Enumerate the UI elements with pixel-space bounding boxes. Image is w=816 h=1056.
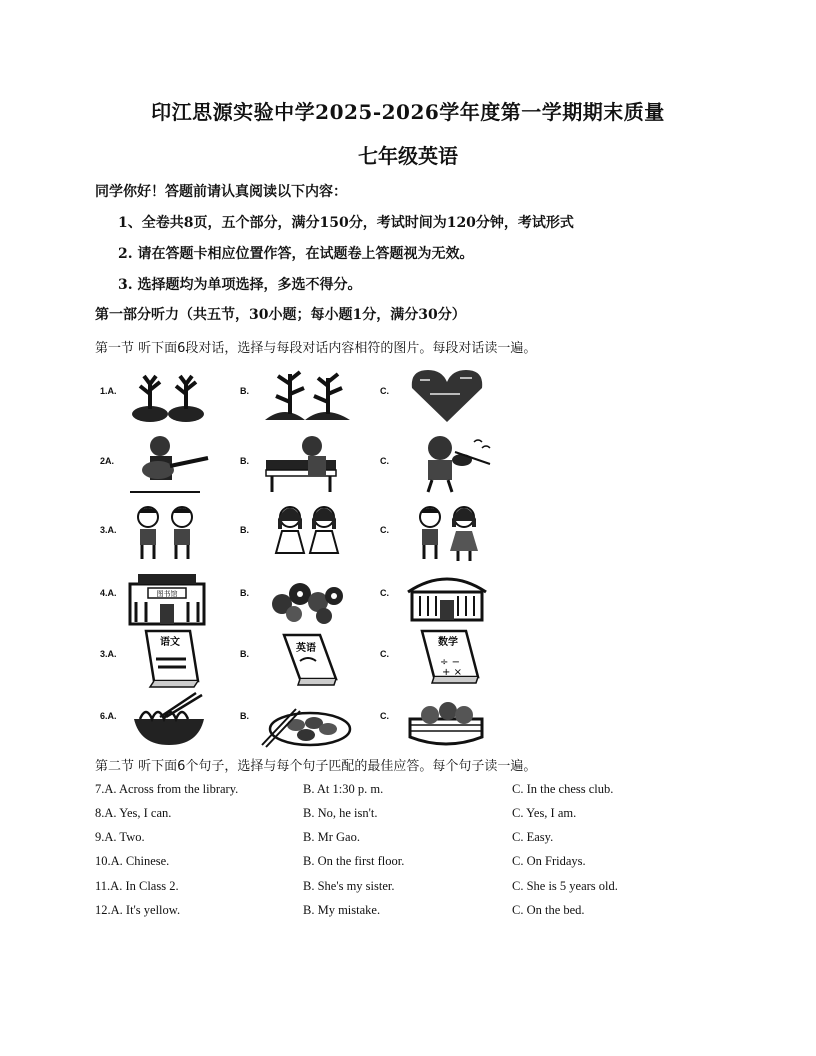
notice-rule-2: 2. 请在答题卡相应位置作答，在试题卷上答题视为无效。 xyxy=(118,246,474,262)
option-3a xyxy=(100,503,230,565)
dumplings-plate-icon xyxy=(260,689,355,751)
option-label: C. xyxy=(380,456,389,466)
section1-instruction: 第一节 听下面6段对话，选择与每段对话内容相符的图片。每段对话读一遍。 xyxy=(95,341,537,356)
option-c: C. Yes, I am. xyxy=(512,806,577,820)
page-subtitle: 七年级英语 xyxy=(358,144,458,168)
option-2c xyxy=(380,434,510,496)
picture-row-6 xyxy=(100,689,520,751)
option-2b xyxy=(240,434,370,496)
option-label: C. xyxy=(380,711,389,721)
option-3b xyxy=(240,503,370,565)
chinese-book-icon xyxy=(120,627,215,689)
option-c: C. In the chess club. xyxy=(512,782,614,796)
heart-shape-icon xyxy=(400,364,495,426)
math-symbols: + × xyxy=(442,667,462,678)
option-2a xyxy=(100,434,230,496)
picture-row-3 xyxy=(100,503,520,565)
picture-row-1 xyxy=(100,364,520,426)
option-a: 10.A. Chinese. xyxy=(95,854,170,868)
option-a: 9.A. Two. xyxy=(95,830,145,844)
option-label: 3.A. xyxy=(100,649,117,659)
noodles-bowl-icon xyxy=(120,689,215,751)
picture-row-5 xyxy=(100,627,520,689)
option-3c xyxy=(380,503,510,565)
option-label: 1.A. xyxy=(100,386,117,396)
notice-greeting: 同学你好！答题前请认真阅读以下内容： xyxy=(95,184,347,200)
option-c: C. Easy. xyxy=(512,830,554,844)
option-b: B. My mistake. xyxy=(303,903,381,917)
option-c: C. On the bed. xyxy=(512,903,585,917)
library-sign: 图书馆 xyxy=(156,590,178,598)
question-row xyxy=(95,806,695,824)
option-label: C. xyxy=(380,386,389,396)
potted-plants-icon xyxy=(120,364,215,426)
option-b: B. At 1:30 p. m. xyxy=(303,782,384,796)
option-1a xyxy=(100,364,230,426)
option-b: B. On the first floor. xyxy=(303,854,405,868)
option-4c xyxy=(380,566,510,628)
option-label: 4.A. xyxy=(100,588,117,598)
book-title: 语文 xyxy=(160,637,180,648)
option-6c xyxy=(380,689,510,751)
option-1c xyxy=(380,364,510,426)
page-title: 印江思源实验中学2025-2026学年度第一学期期末质量 xyxy=(151,100,665,124)
option-b: B. Mr Gao. xyxy=(303,830,360,844)
math-symbols: ÷ − xyxy=(440,657,460,668)
option-label: B. xyxy=(240,711,249,721)
option-6a xyxy=(100,689,230,751)
two-boys-icon xyxy=(120,503,215,565)
option-label: C. xyxy=(380,588,389,598)
question-row xyxy=(95,879,695,897)
girl-playing-violin-icon xyxy=(400,434,495,496)
stadium-building-icon xyxy=(400,566,495,628)
flowers-garden-icon xyxy=(260,566,355,628)
question-row xyxy=(95,830,695,848)
option-label: 2A. xyxy=(100,456,115,466)
option-label: B. xyxy=(240,588,249,598)
picture-row-4 xyxy=(100,566,520,628)
option-a: 12.A. It's yellow. xyxy=(95,903,181,917)
option-5c xyxy=(380,627,510,689)
section2-instruction: 第二节 听下面6个句子，选择与每个句子匹配的最佳应答。每个句子读一遍。 xyxy=(95,759,537,774)
option-4a xyxy=(100,566,230,628)
question-row xyxy=(95,903,695,921)
option-label: B. xyxy=(240,386,249,396)
picture-row-2 xyxy=(100,434,520,496)
option-4b xyxy=(240,566,370,628)
option-label: C. xyxy=(380,525,389,535)
option-label: C. xyxy=(380,649,389,659)
option-5a xyxy=(100,627,230,689)
option-a: 11.A. In Class 2. xyxy=(95,879,179,893)
math-book-icon xyxy=(400,627,495,689)
two-girls-icon xyxy=(260,503,355,565)
option-label: B. xyxy=(240,525,249,535)
option-b: B. She's my sister. xyxy=(303,879,395,893)
sprouting-plants-icon xyxy=(260,364,355,426)
option-b: B. No, he isn't. xyxy=(303,806,378,820)
option-label: 3.A. xyxy=(100,525,117,535)
girl-playing-piano-icon xyxy=(260,434,355,496)
notice-rule-1: 1、全卷共8页，五个部分，满分150分，考试时间为120分钟，考试形式 xyxy=(118,215,574,231)
option-a: 7.A. Across from the library. xyxy=(95,782,239,796)
boy-and-girl-icon xyxy=(400,503,495,565)
english-book-icon xyxy=(260,627,355,689)
option-c: C. She is 5 years old. xyxy=(512,879,618,893)
library-building-icon xyxy=(120,566,215,628)
option-c: C. On Fridays. xyxy=(512,854,586,868)
option-label: B. xyxy=(240,649,249,659)
question-row xyxy=(95,782,695,800)
girl-playing-guitar-icon xyxy=(120,434,215,496)
option-a: 8.A. Yes, I can. xyxy=(95,806,172,820)
option-1b xyxy=(240,364,370,426)
book-title: 数学 xyxy=(438,637,458,648)
option-label: 6.A. xyxy=(100,711,117,721)
steamed-buns-icon xyxy=(400,689,495,751)
question-row xyxy=(95,854,695,872)
book-title: 英语 xyxy=(296,643,316,654)
part1-heading: 第一部分听力（共五节，30小题；每小题1分，满分30分） xyxy=(95,307,466,323)
option-6b xyxy=(240,689,370,751)
option-5b xyxy=(240,627,370,689)
option-label: B. xyxy=(240,456,249,466)
notice-rule-3: 3. 选择题均为单项选择，多选不得分。 xyxy=(118,277,362,293)
